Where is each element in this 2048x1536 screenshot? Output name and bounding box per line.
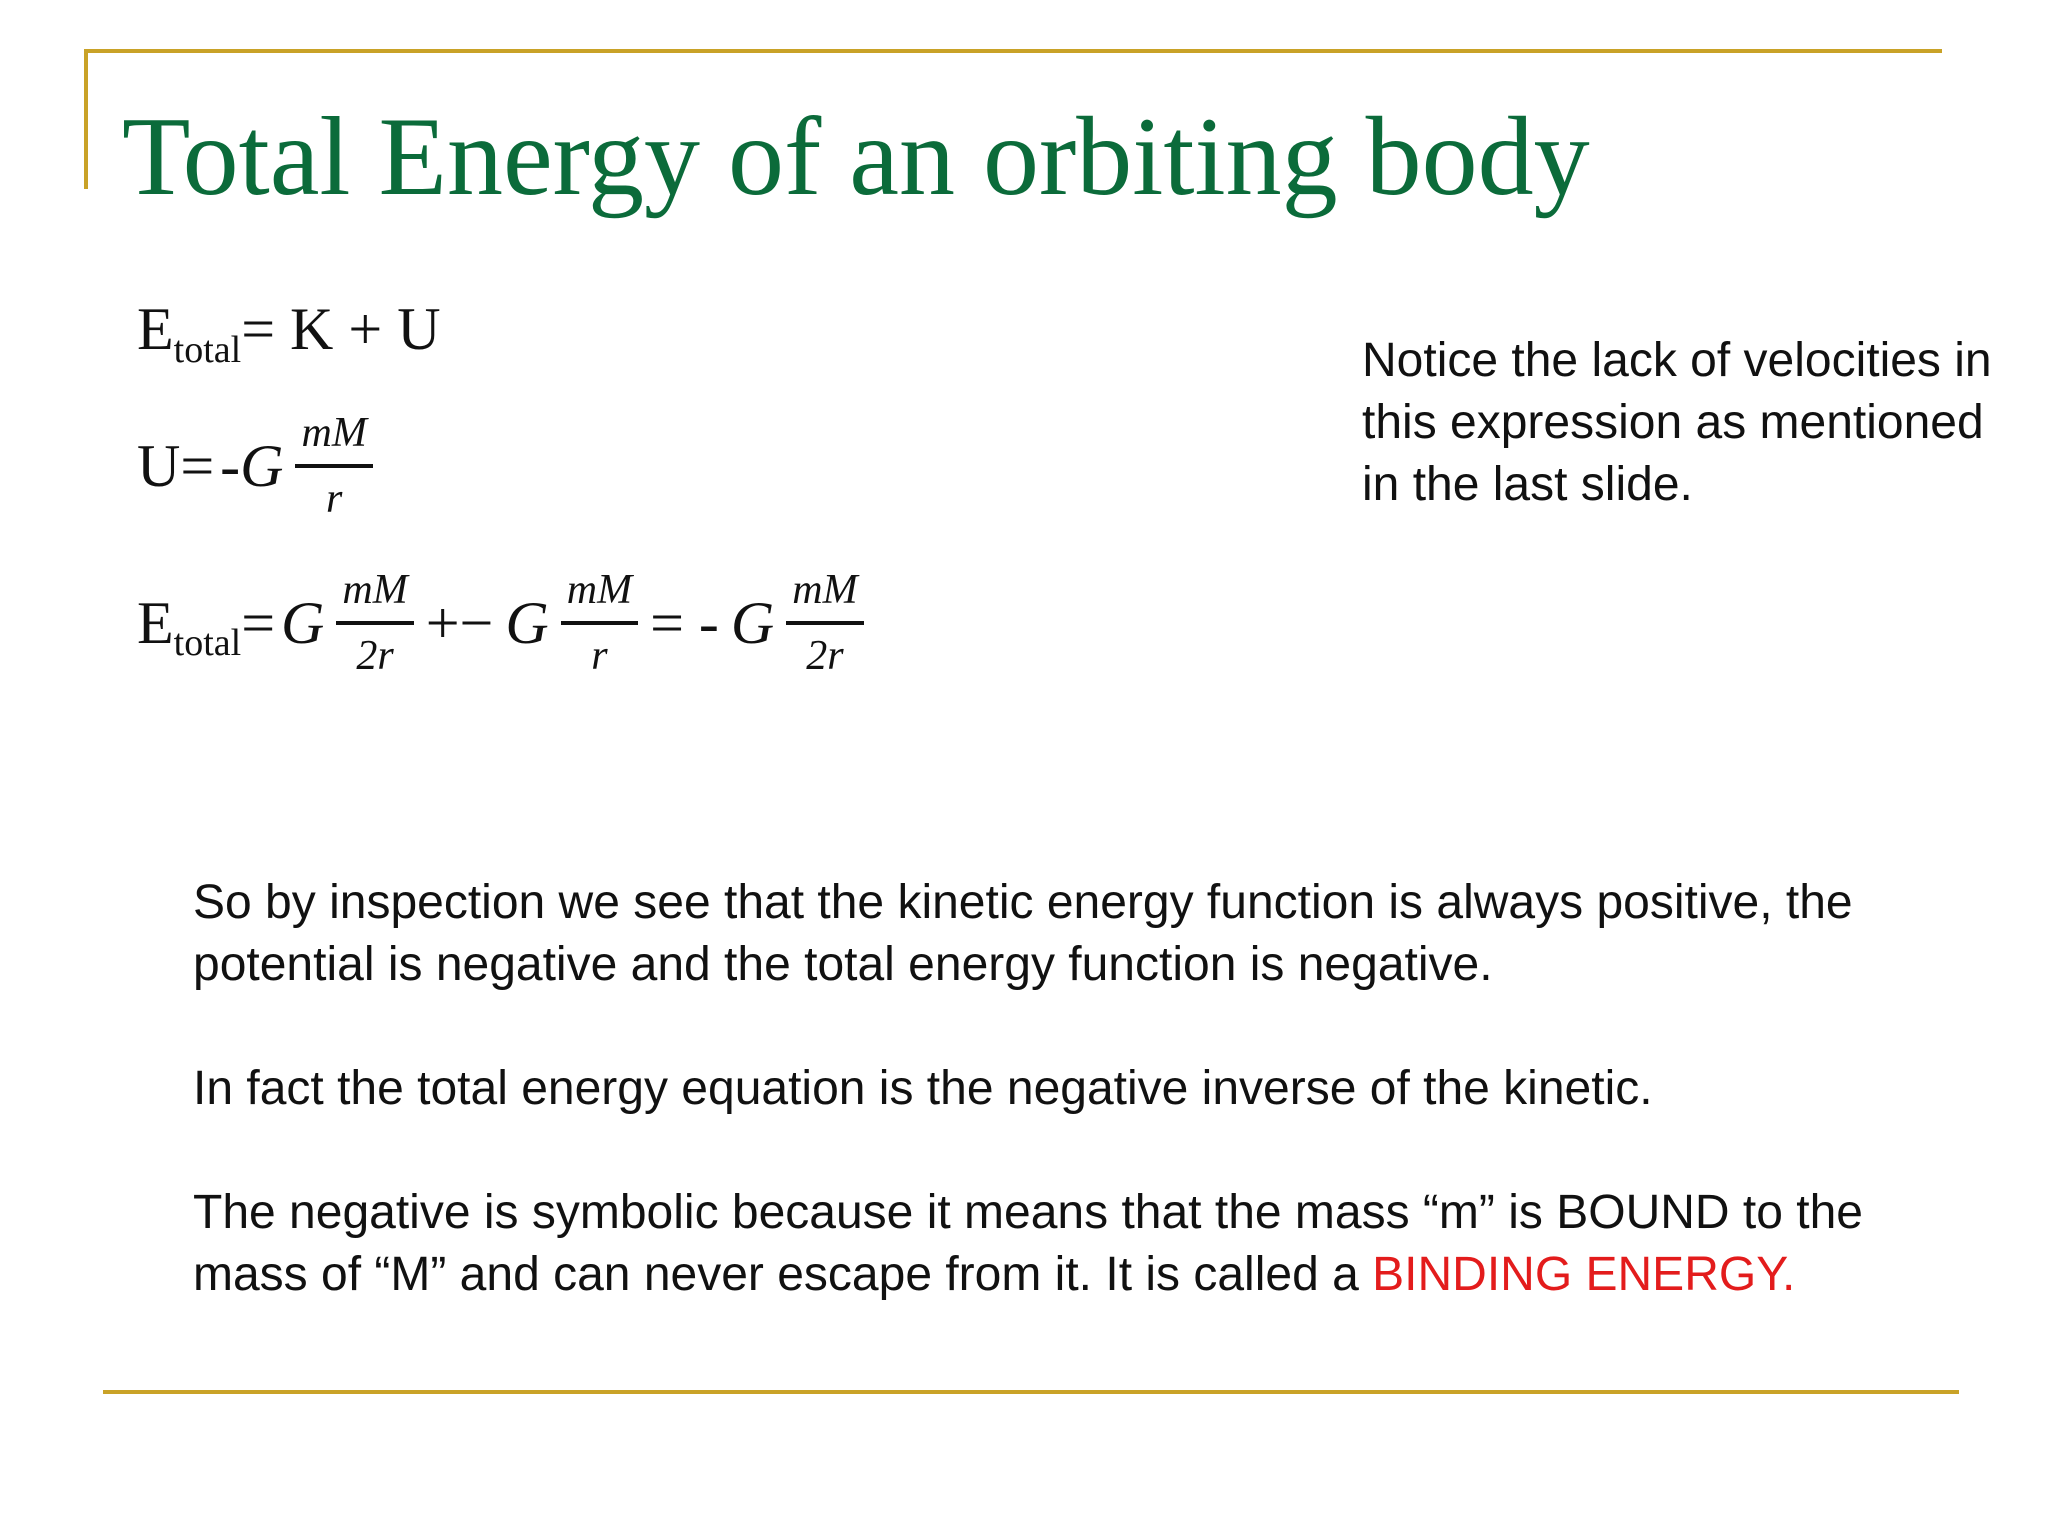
eq3-term1-bar — [336, 621, 413, 625]
paragraph-inspection: So by inspection we see that the kinetic energy function is always positive, the potential is negative and the total energy function is negative. — [193, 876, 1853, 991]
eq3-term1-fraction — [336, 565, 413, 681]
eq3-term1-numerator: mM — [342, 567, 408, 613]
eq3-term3-bar — [786, 621, 863, 625]
eq2-denominator: r — [325, 476, 343, 522]
eq2-lhs: U= — [137, 432, 215, 499]
paragraph-negative-inverse: In fact the total energy equation is the negative inverse of the kinetic. — [193, 1062, 1653, 1115]
eq2-neg-G: -G — [220, 432, 284, 499]
eq3-term2-bar — [561, 621, 638, 625]
bottom-rule — [103, 1390, 1959, 1394]
eq3-equals: = — [241, 589, 276, 656]
eq3-plus-minus: +− — [425, 589, 494, 656]
eq2-fraction-bar — [295, 464, 372, 468]
paragraph-binding-energy-text: The negative is symbolic because it means that the mass “m” is BOUND to the mass of “M” and can never escape from it. It is called a — [193, 1186, 1863, 1301]
eq1-rhs: = K + U — [241, 296, 441, 362]
binding-energy-highlight: BINDING ENERGY. — [1372, 1248, 1796, 1301]
eq1-E: E — [137, 296, 174, 362]
equation-potential-energy — [137, 408, 379, 524]
eq3-subscript: total — [173, 622, 242, 664]
eq3-term3-G: G — [730, 589, 775, 656]
eq3-term1-G: G — [281, 589, 325, 656]
eq1-subscript: total — [173, 328, 242, 371]
eq3-E: E — [137, 589, 174, 656]
eq2-numerator: mM — [301, 410, 367, 456]
top-rule — [84, 49, 1942, 53]
eq3-term2-denominator: r — [591, 633, 608, 679]
side-note: Notice the lack of velocities in this expression as mentioned in the last slide. — [1362, 334, 1992, 511]
eq3-term3-numerator: mM — [792, 567, 858, 613]
eq3-term3-denominator: 2r — [806, 633, 844, 679]
equation-total-energy-definition — [137, 295, 441, 371]
equation-total-energy-result — [137, 565, 870, 681]
eq2-fraction — [295, 408, 372, 524]
eq3-term2-numerator: mM — [566, 567, 633, 613]
eq3-term1-denominator: 2r — [356, 633, 394, 679]
slide-title: Total Energy of an orbiting body — [122, 95, 1590, 219]
paragraph-binding-energy — [193, 1182, 1973, 1306]
eq3-term2-G: G — [505, 589, 549, 656]
eq3-term3-fraction — [786, 565, 863, 681]
left-rule — [84, 49, 88, 189]
eq3-term2-fraction — [561, 565, 638, 681]
eq3-equals-neg: = - — [650, 589, 719, 656]
